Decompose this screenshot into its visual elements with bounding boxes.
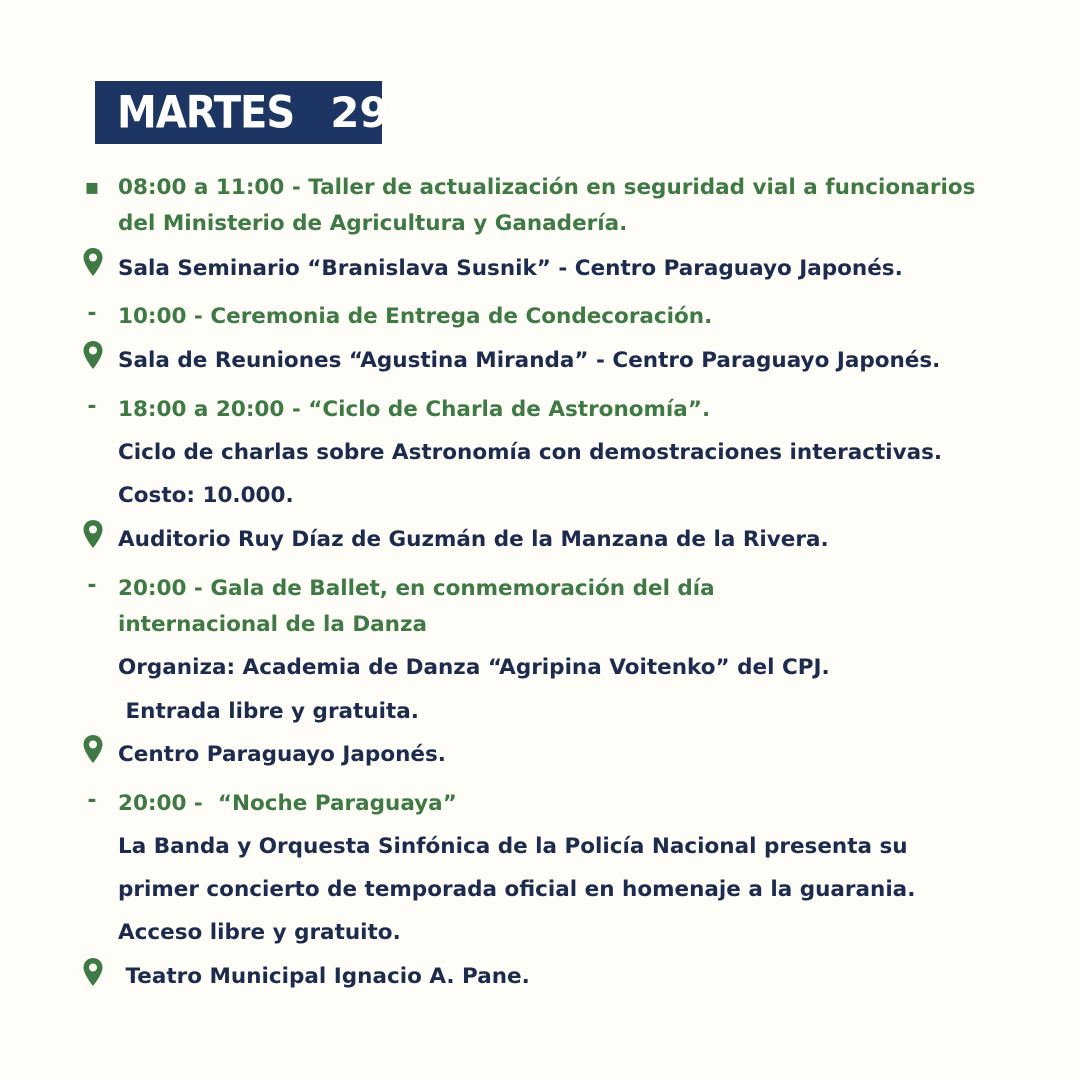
day-name: MARTES <box>117 86 295 139</box>
event-title: 20:00 - Gala de Ballet, en conmemoración del día <box>118 576 715 601</box>
event-title: del Ministerio de Agricultura y Ganadería. <box>118 211 628 236</box>
bullet-icon: - <box>87 301 97 326</box>
event-location: Sala Seminario “Branislava Susnik” - Centro Paraguayo Japonés. <box>118 256 903 281</box>
event-location: Sala de Reuniones “Agustina Miranda” - Centro Paraguayo Japonés. <box>118 348 941 373</box>
map-pin-icon <box>82 957 104 987</box>
event-detail: La Banda y Orquesta Sinfónica de la Policía Nacional presenta su <box>118 834 908 859</box>
day-header <box>95 81 389 144</box>
event-title: 20:00 - “Noche Paraguaya” <box>118 791 457 816</box>
bullet-icon: - <box>87 573 97 598</box>
map-pin-icon <box>82 340 104 370</box>
map-pin-icon <box>82 519 104 549</box>
event-detail: Entrada libre y gratuita. <box>118 699 419 724</box>
event-title: 18:00 a 20:00 - “Ciclo de Charla de Astronomía”. <box>118 397 711 422</box>
event-detail: Organiza: Academia de Danza “Agripina Voitenko” del CPJ. <box>118 655 830 680</box>
bullet-icon: - <box>87 788 97 813</box>
map-pin-icon <box>82 247 104 277</box>
event-location: Centro Paraguayo Japonés. <box>118 742 446 767</box>
event-detail: Costo: 10.000. <box>118 483 294 508</box>
bullet-icon: ▪ <box>84 175 100 200</box>
event-title: 10:00 - Ceremonia de Entrega de Condecoración. <box>118 304 713 329</box>
bullet-icon: - <box>87 394 97 419</box>
map-pin-icon <box>82 734 104 764</box>
event-title: internacional de la Danza <box>118 612 428 637</box>
event-detail: Acceso libre y gratuito. <box>118 920 401 945</box>
event-title: 08:00 a 11:00 - Taller de actualización en seguridad vial a funcionarios <box>118 175 976 200</box>
event-location: Auditorio Ruy Díaz de Guzmán de la Manzana de la Rivera. <box>118 527 829 552</box>
event-detail: Ciclo de charlas sobre Astronomía con demostraciones interactivas. <box>118 440 943 465</box>
day-number: 29 <box>330 88 389 137</box>
event-detail: primer concierto de temporada oficial en homenaje a la guarania. <box>118 877 916 902</box>
event-location: Teatro Municipal Ignacio A. Pane. <box>118 964 530 989</box>
